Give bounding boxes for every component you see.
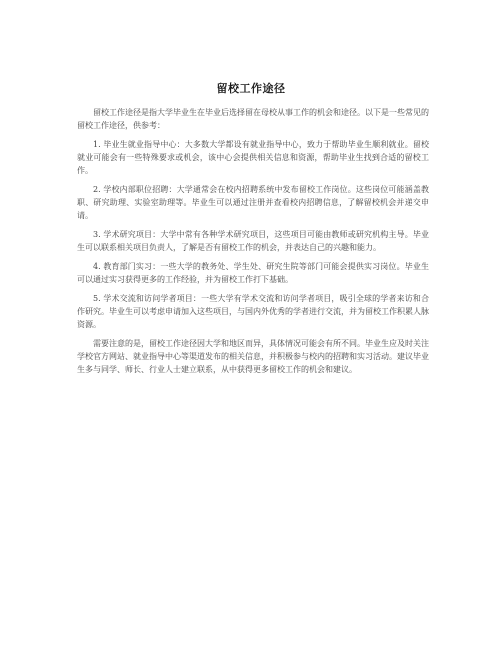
document-title: 留校工作途径 (216, 82, 286, 95)
closing-paragraph: 需要注意的是，留校工作途径因大学和地区而异，具体情况可能会有所不同。毕业生应及时关注学校官方网站、就业指导中心等渠道发布的相关信息，并积极参与校内的招聘和实习活动。建议毕业生多与同学、师长、行业人士建立联系，从中获得更多留校工作的机会和建议。 (77, 339, 429, 374)
paragraph-item-2: 2. 学校内部职位招聘：大学通常会在校内招聘系统中发布留校工作岗位。这些岗位可能涵盖教职、研究助理、实验室助理等。毕业生可以通过注册并查看校内招聘信息，了解留校机会并递交申请。 (77, 185, 429, 220)
document-body (77, 106, 429, 382)
paragraph-item-5: 5. 学术交流和访问学者项目：一些大学有学术交流和访问学者项目，吸引全球的学者来访和合作研究。毕业生可以考虑申请加入这些项目，与国内外优秀的学者进行交流，并为留校工作积累人脉资源。 (77, 294, 429, 329)
paragraph-item-3: 3. 学术研究项目：大学中常有各种学术研究项目，这些项目可能由教师或研究机构主导。毕业生可以联系相关项目负责人，了解是否有留校工作的机会，并表达自己的兴趣和能力。 (77, 230, 429, 252)
intro-paragraph: 留校工作途径是指大学毕业生在毕业后选择留在母校从事工作的机会和途径。以下是一些常见的留校工作途径，供参考： (77, 108, 429, 130)
paragraph-item-4: 4. 教育部门实习：一些大学的教务处、学生处、研究生院等部门可能会提供实习岗位。毕业生可以通过实习获得更多的工作经验，并为留校工作打下基础。 (77, 262, 429, 284)
paragraph-item-1: 1. 毕业生就业指导中心：大多数大学都设有就业指导中心，致力于帮助毕业生顺利就业。留校就业可能会有一些特殊要求或机会，该中心会提供相关信息和资源，帮助毕业生找到合适的留校工作。 (77, 140, 429, 175)
